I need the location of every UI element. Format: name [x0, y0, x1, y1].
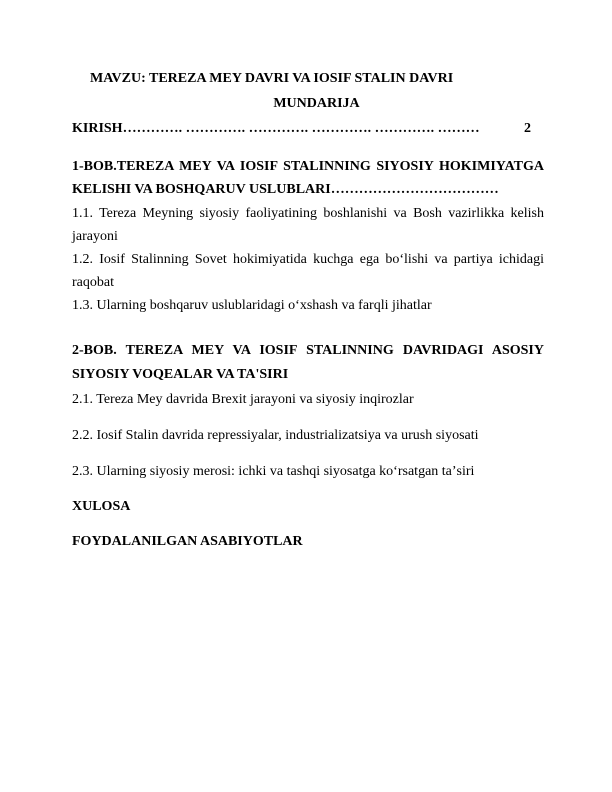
- toc-chapter2-title-line2[interactable]: SIYOSIY VOQEALAR VA TA'SIRI: [72, 367, 289, 382]
- toc-section-1-1-line2[interactable]: jarayoni: [72, 229, 118, 244]
- toc-section-1-2-line1[interactable]: 1.2. Iosif Stalinning Sovet hokimiyatida kuchga ega boʻlishi va partiya ichidagi: [72, 252, 544, 267]
- toc-references[interactable]: FOYDALANILGAN ASABIYOTLAR: [72, 534, 303, 549]
- toc-section-1-2-line2[interactable]: raqobat: [72, 275, 114, 290]
- contents-heading: MUNDARIJA: [273, 96, 360, 111]
- toc-section-1-3[interactable]: 1.3. Ularning boshqaruv uslublaridagi oʻxshash va farqli jihatlar: [72, 298, 432, 313]
- toc-intro-entry[interactable]: [72, 121, 544, 137]
- toc-section-2-2[interactable]: 2.2. Iosif Stalin davrida repressiyalar, industrializatsiya va urush siyosati: [72, 428, 479, 443]
- toc-section-2-3[interactable]: 2.3. Ularning siyosiy merosi: ichki va tashqi siyosatga koʻrsatgan taʼsiri: [72, 464, 475, 479]
- toc-chapter1-title-line1[interactable]: 1-BOB.TEREZA MEY VA IOSIF STALINNING SIYOSIY HOKIMIYATGA: [72, 159, 544, 174]
- toc-section-2-1[interactable]: 2.1. Tereza Mey davrida Brexit jarayoni va siyosiy inqirozlar: [72, 392, 414, 407]
- toc-intro-page-number: 2: [524, 121, 531, 136]
- toc-section-1-1-line1[interactable]: 1.1. Tereza Meyning siyosiy faoliyatining boshlanishi va Bosh vazirlikka kelish: [72, 206, 544, 221]
- toc-chapter1-title-line2[interactable]: KELISHI VA BOSHQARUV USLUBLARI………………………………: [72, 182, 499, 197]
- toc-intro-label: KIRISH…………. …………. …………. …………. …………. ………: [72, 121, 480, 136]
- toc-conclusion[interactable]: XULOSA: [72, 499, 131, 514]
- toc-chapter2-title-line1[interactable]: 2-BOB. TEREZA MEY VA IOSIF STALINNING DAVRIDAGI ASOSIY: [72, 343, 544, 358]
- topic-heading: MAVZU: TEREZA MEY DAVRI VA IOSIF STALIN DAVRI: [90, 71, 454, 86]
